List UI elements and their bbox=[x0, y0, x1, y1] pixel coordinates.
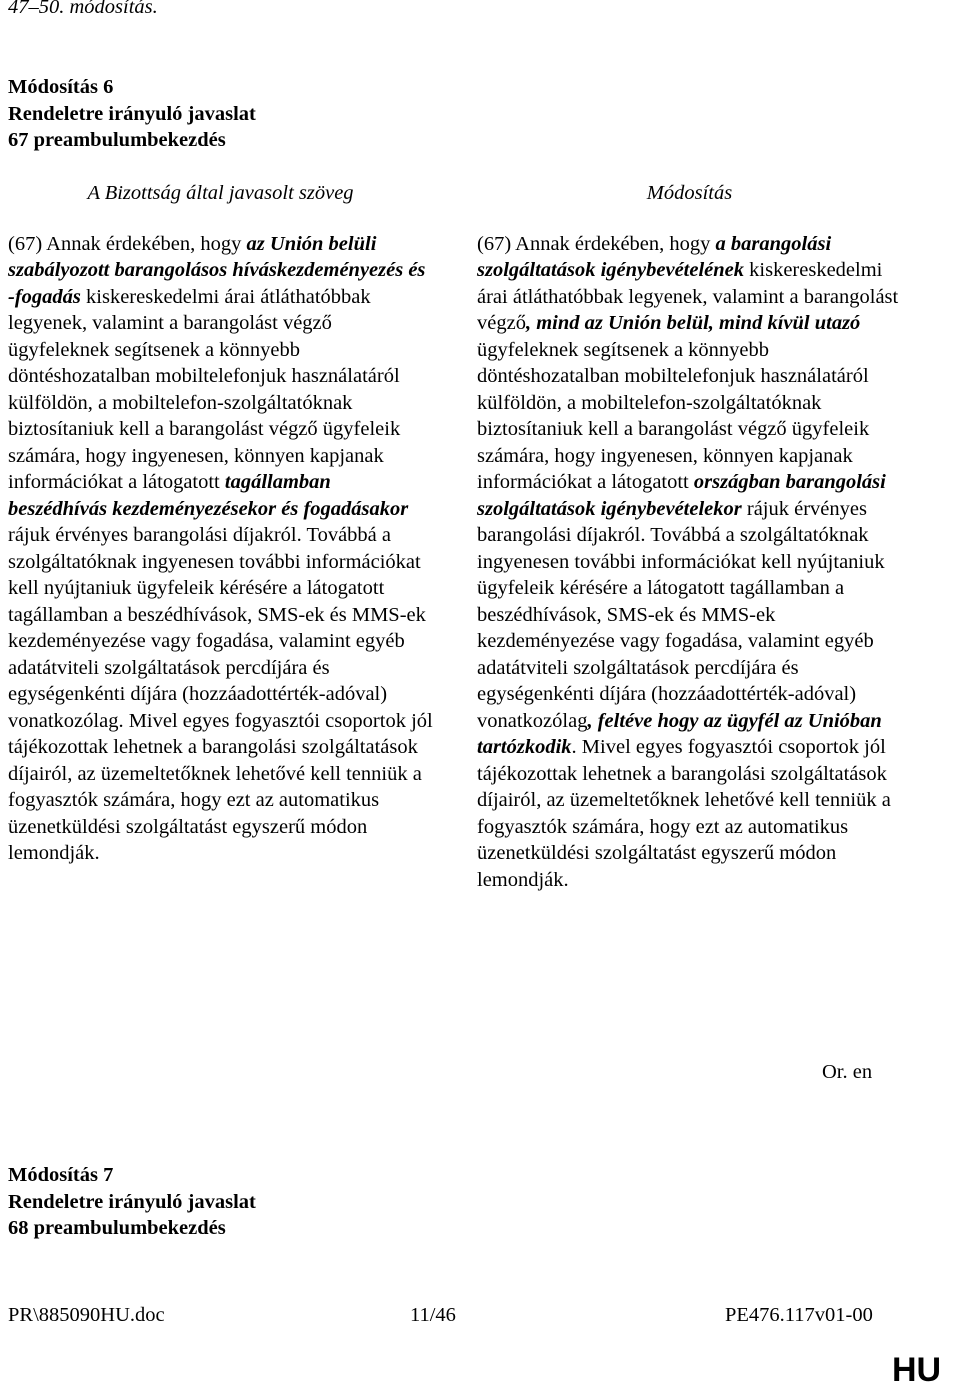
recital-reference: 68 preambulumbekezdés bbox=[8, 1217, 226, 1239]
amendment-number: Módosítás 6 bbox=[8, 76, 114, 98]
footer-pe-reference: PE476.117v01-00 bbox=[725, 1304, 873, 1326]
emphasized-text-segment: tagállamban beszédhívás kezdeményezésekor és fogadásakor bbox=[8, 471, 409, 520]
column-title: A Bizottság által javasolt szöveg bbox=[87, 182, 354, 204]
emphasized-text-segment: , mind az Unión belül, mind kívül utazó bbox=[525, 312, 861, 334]
text-segment: rájuk érvényes barangolási díjakról. Továbbá a szolgáltatóknak ingyenesen további információkat kell nyújtaniuk ügyfeleik kérésére a látogatott tagállamban a beszédhívások, SMS-ek és MMS-ek kezdeményezése vagy fogadása, valamint egyéb adatátviteli szolgáltatások percdíjára és egységenkénti díjára (hozzáadottérték-adóval) vonatkozólag bbox=[477, 497, 885, 732]
emphasized-text-segment: , feltéve hogy az ügyfél az Unióban tartózkodik bbox=[477, 709, 882, 758]
amendment-7-heading bbox=[8, 1162, 256, 1242]
emphasized-text-segment: a barangolási szolgáltatások igénybevételének bbox=[477, 232, 832, 281]
text-segment: (67) Annak érdekében, hogy bbox=[8, 232, 247, 255]
recital-reference: 67 preambulumbekezdés bbox=[8, 129, 226, 151]
text-segment: kiskereskedelmi árai átláthatóbbak legyenek, valamint a barangolást végző ügyfeleknek segítsenek a könnyebb döntéshozatalban mobiltelefonjuk használatáról külföldön, a mobiltelefon-szolgáltatóknak biztosítaniuk kell a barangolást végző ügyfeleik számára, hogy ingyenesen, könnyen kapjanak információkat a látogatott bbox=[8, 285, 401, 493]
text-segment: . Mivel egyes fogyasztói csoportok jól tájékozottak lehetnek a barangolási szolgáltatások díjairól, az üzemeltetőknek lehetővé kell tenniük a fogyasztók számára, hogy ezt az automatikus üzenetküldési szolgáltatást egyszerű módon lemondják. bbox=[477, 736, 891, 891]
emphasized-text-segment: az Unión belüli szabályozott barangolásos híváskezdeményezés és -fogadás bbox=[8, 232, 426, 308]
amendment-text-body bbox=[477, 231, 902, 894]
emphasized-text-segment: országban barangolási szolgáltatások igénybevételekor bbox=[477, 471, 886, 520]
proposal-title: Rendeletre irányuló javaslat bbox=[8, 102, 256, 125]
page-header-note: 47–50. módosítás. bbox=[8, 0, 158, 18]
text-segment: kiskereskedelmi árai átláthatóbbak legyenek, valamint a barangolást végző bbox=[477, 259, 899, 334]
language-code: HU bbox=[892, 1351, 942, 1389]
footer-doc-reference: PR\885090HU.doc bbox=[8, 1304, 165, 1326]
footer-page-number: 11/46 bbox=[410, 1304, 456, 1326]
amendment-text-column bbox=[477, 180, 902, 893]
amendment-6-heading bbox=[8, 74, 256, 154]
column-title: Módosítás bbox=[646, 182, 733, 204]
amendment-number: Módosítás 7 bbox=[8, 1164, 114, 1186]
text-segment: (67) Annak érdekében, hogy bbox=[477, 232, 716, 255]
commission-text-body bbox=[8, 231, 433, 867]
commission-text-column bbox=[8, 180, 433, 867]
original-language-note: Or. en bbox=[822, 1061, 873, 1083]
proposal-title: Rendeletre irányuló javaslat bbox=[8, 1190, 256, 1213]
text-segment: ügyfeleknek segítsenek a könnyebb döntéshozatalban mobiltelefonjuk használatáról külföldön, a mobiltelefon-szolgáltatóknak biztosítaniuk kell a barangolást végző ügyfeleik számára, hogy ingyenesen, könnyen kapjanak információkat a látogatott bbox=[477, 338, 870, 493]
text-segment: rájuk érvényes barangolási díjakról. Továbbá a szolgáltatóknak ingyenesen további információkat kell nyújtaniuk ügyfeleik kérésére a látogatott tagállamban a beszédhívások, SMS-ek és MMS-ek kezdeményezése vagy fogadása, valamint egyéb adatátviteli szolgáltatások percdíjára és egységenkénti díjára (hozzáadottérték-adóval) vonatkozólag. Mivel egyes fogyasztói csoportok jól tájékozottak lehetnek a barangolási szolgáltatások díjairól, az üzemeltetőknek lehetővé kell tenniük a fogyasztók számára, hogy ezt az automatikus üzenetküldési szolgáltatást egyszerű módon lemondják. bbox=[8, 524, 433, 864]
